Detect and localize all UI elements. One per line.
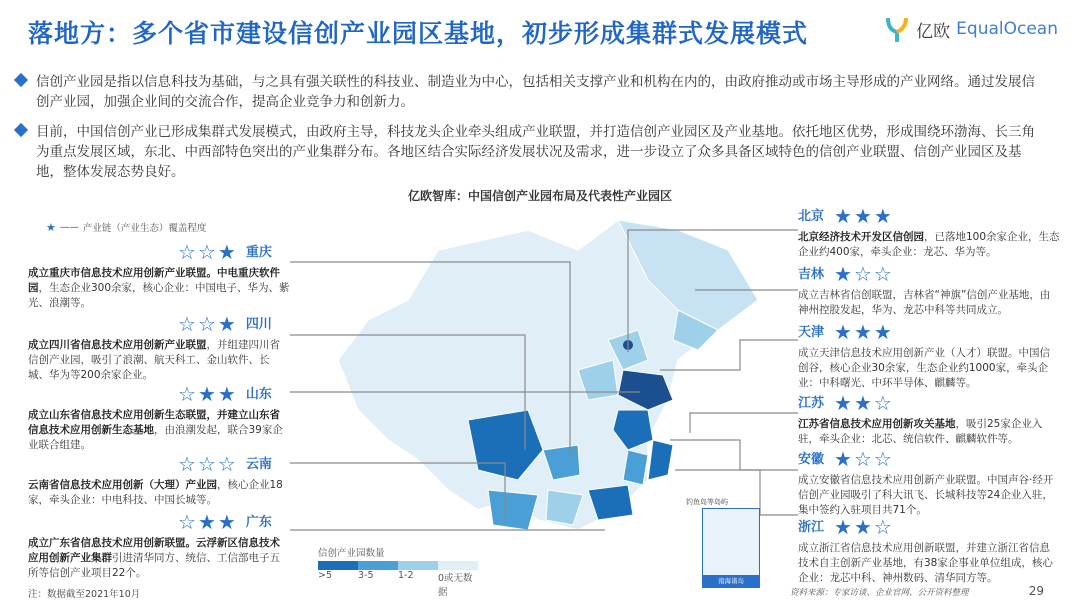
province-desc: 成立浙江省信息技术应用创新联盟，并建立浙江省信息技术自主创新产业基地，有38家企事业单位组成，核心企业：龙芯中科、神州数码、清华同方等。 <box>798 542 1053 584</box>
footnote: 注：数据截至2021年10月 <box>28 589 141 600</box>
province-name: 浙江 <box>798 519 825 535</box>
province-zhejiang <box>798 517 1060 586</box>
bullet-1-text: 信创产业园是指以信息科技为基础，与之具有强关联性的科技业、制造业为中心，包括相关支撑产业和机构在内的，由政府推动或市场主导形成的产业网络。通过发展信创产业园，加强企业间的交流合作，提高企业竞争力和创新力。 <box>36 74 1035 110</box>
province-desc: 成立安徽省信息技术应用创新产业联盟。中国声谷·经开信创产业园吸引了科大讯飞、长城科技等24企业入驻，集中签约入驻项目共71个。 <box>798 474 1054 516</box>
star-filled-icon: ★ <box>873 320 892 344</box>
star-rating <box>178 512 236 532</box>
star-outline-icon: ☆ <box>217 452 236 476</box>
province-desc: 成立重庆市信息技术应用创新产业联盟。中电重庆软件园，生态企业300余家，核心企业：中国电子、华为、紫光、浪潮等。 <box>28 267 290 309</box>
province-sichuan <box>28 314 290 383</box>
star-filled-icon: ★ <box>873 204 892 228</box>
province-desc: 云南省信息技术应用创新（大理）产业园，核心企业18家，牵头企业：中电科技、中国长城等。 <box>28 479 283 506</box>
page-title: 落地方：多个省市建设信创产业园区基地，初步形成集群式发展模式 <box>28 19 809 48</box>
scale-swatch <box>358 561 398 570</box>
province-yunnan <box>28 454 290 508</box>
scale-label: 1-2 <box>398 570 414 581</box>
star-filled-icon: ★ <box>853 391 872 415</box>
province-desc: 北京经济技术开发区信创园，已落地100余家企业，生态企业约400家，牵头企业：龙芯、华为等。 <box>798 231 1060 258</box>
star-outline-icon: ☆ <box>178 240 196 264</box>
star-outline-icon: ☆ <box>178 312 196 336</box>
scale-labels <box>318 570 478 598</box>
province-anhui <box>798 449 1060 518</box>
bullet-2 <box>36 122 1046 182</box>
star-filled-icon: ★ <box>834 447 852 471</box>
star-outline-icon: ☆ <box>178 510 196 534</box>
star-rating <box>834 206 892 226</box>
province-name: 安徽 <box>798 451 825 467</box>
star-rating <box>834 322 892 342</box>
star-filled-icon: ★ <box>834 515 852 539</box>
star-outline-icon: ☆ <box>873 262 892 286</box>
star-legend-label: 产业链（产业生态）覆盖程度 <box>82 223 207 234</box>
star-legend-line: —— <box>59 221 79 233</box>
province-shandong <box>28 384 290 453</box>
province-name: 北京 <box>798 208 825 224</box>
star-outline-icon: ☆ <box>873 391 892 415</box>
star-rating <box>178 384 236 404</box>
scale-bar <box>318 561 478 570</box>
province-guangdong <box>28 512 290 581</box>
star-outline-icon: ☆ <box>197 240 216 264</box>
star-outline-icon: ☆ <box>853 447 872 471</box>
province-desc: 成立天津信息技术应用创新产业（人才）联盟。中国信创谷，核心企业30余家，生态企业约1000家，牵头企业：中科曙光、中环半导体、麒麟等。 <box>798 347 1050 389</box>
province-name: 天津 <box>798 324 825 340</box>
province-chongqing <box>28 242 290 311</box>
star-outline-icon: ☆ <box>197 452 216 476</box>
star-filled-icon: ★ <box>834 391 852 415</box>
scale-title: 信创产业园数量 <box>318 548 385 559</box>
scale-label: 3-5 <box>358 570 374 581</box>
province-name: 四川 <box>245 316 272 332</box>
star-filled-icon: ★ <box>834 262 852 286</box>
star-outline-icon: ☆ <box>178 452 196 476</box>
star-rating <box>834 517 892 537</box>
province-jilin <box>798 264 1060 318</box>
star-rating <box>178 242 236 262</box>
star-legend <box>46 220 206 234</box>
logo-mark-icon <box>884 14 910 44</box>
star-outline-icon: ☆ <box>853 262 872 286</box>
province-desc: 成立四川省信息技术应用创新产业联盟，并组建四川省信创产业园，吸引了浪潮、航天科工、金山软件、长城、华为等200余家企业。 <box>28 339 280 381</box>
province-name: 重庆 <box>245 244 272 260</box>
star-outline-icon: ☆ <box>873 515 892 539</box>
scale-swatch <box>318 561 358 570</box>
south-china-sea-inset <box>702 508 760 588</box>
star-filled-icon: ★ <box>853 204 872 228</box>
province-name: 山东 <box>245 386 272 402</box>
province-name: 江苏 <box>798 395 825 411</box>
star-filled-icon: ★ <box>217 312 236 336</box>
star-filled-icon: ★ <box>197 382 216 406</box>
bullet-diamond-icon <box>14 123 28 137</box>
bullet-diamond-icon <box>14 73 28 87</box>
logo <box>884 14 1058 44</box>
scale-label: 0或无数据 <box>438 573 473 598</box>
star-outline-icon: ☆ <box>873 447 892 471</box>
bullet-1 <box>36 72 1046 112</box>
star-rating <box>834 264 892 284</box>
province-tianjin <box>798 322 1060 391</box>
bullet-2-text: 目前，中国信创产业已形成集群式发展模式，由政府主导，科技龙头企业牵头组成产业联盟，并打造信创产业园区及产业基地。依托地区优势，形成围绕环渤海、长三角为重点发展区域，东北、中西部特色突出的产业集群分布。各地区结合实际经济发展状况及需求，进一步设立了众多具备区域特色的信创产业联盟、信创产业园区及基地，整体发展态势良好。 <box>36 124 1035 180</box>
province-desc: 江苏省信息技术应用创新攻关基地，吸引25家企业入驻，牵头企业：北芯、统信软件、麒麟软件等。 <box>798 418 1043 445</box>
star-rating <box>178 314 236 334</box>
star-filled-icon: ★ <box>853 320 872 344</box>
star-filled-icon: ★ <box>834 320 852 344</box>
province-name: 吉林 <box>798 266 825 282</box>
star-outline-icon: ☆ <box>197 312 216 336</box>
star-filled-icon: ★ <box>217 240 236 264</box>
province-name: 云南 <box>245 456 272 472</box>
star-outline-icon: ☆ <box>178 382 196 406</box>
page-number: 29 <box>1028 584 1044 598</box>
star-rating <box>834 393 892 413</box>
logo-text-en: EqualOcean <box>956 19 1058 39</box>
province-jiangsu <box>798 393 1060 447</box>
color-scale-legend <box>318 545 478 598</box>
star-icon: ★ <box>46 220 56 234</box>
star-rating <box>178 454 236 474</box>
province-name: 广东 <box>245 514 272 530</box>
scale-swatch <box>438 561 478 570</box>
star-filled-icon: ★ <box>217 382 236 406</box>
star-filled-icon: ★ <box>853 515 872 539</box>
star-filled-icon: ★ <box>197 510 216 534</box>
scale-label: >5 <box>318 570 333 581</box>
figure-title: 亿欧智库：中国信创产业园布局及代表性产业园区 <box>407 189 672 203</box>
logo-text-cn: 亿欧 <box>916 21 951 42</box>
star-filled-icon: ★ <box>217 510 236 534</box>
scale-swatch <box>398 561 438 570</box>
province-desc: 成立山东省信息技术应用创新生态联盟，并建立山东省信息技术应用创新生态基地，由浪潮发起，联合39家企业联合组建。 <box>28 409 283 451</box>
inset-bottom-label: 南海诸岛 <box>703 575 759 587</box>
star-rating <box>834 449 892 469</box>
province-beijing <box>798 206 1060 260</box>
source-note: 资料来源：专家访谈、企业官网、公开资料整理 <box>790 588 969 598</box>
inset-label: 钓鱼岛等岛屿 <box>686 498 728 506</box>
province-desc: 成立广东省信息技术应用创新联盟。云浮新区信息技术应用创新产业集群引进清华同方、统信、工信部电子五所等信创产业项目22个。 <box>28 537 280 579</box>
province-desc: 成立吉林省信创联盟，吉林省“神旗”信创产业基地，由神州控股发起，华为、龙芯中科等共同成立。 <box>798 289 1051 316</box>
star-filled-icon: ★ <box>834 204 852 228</box>
